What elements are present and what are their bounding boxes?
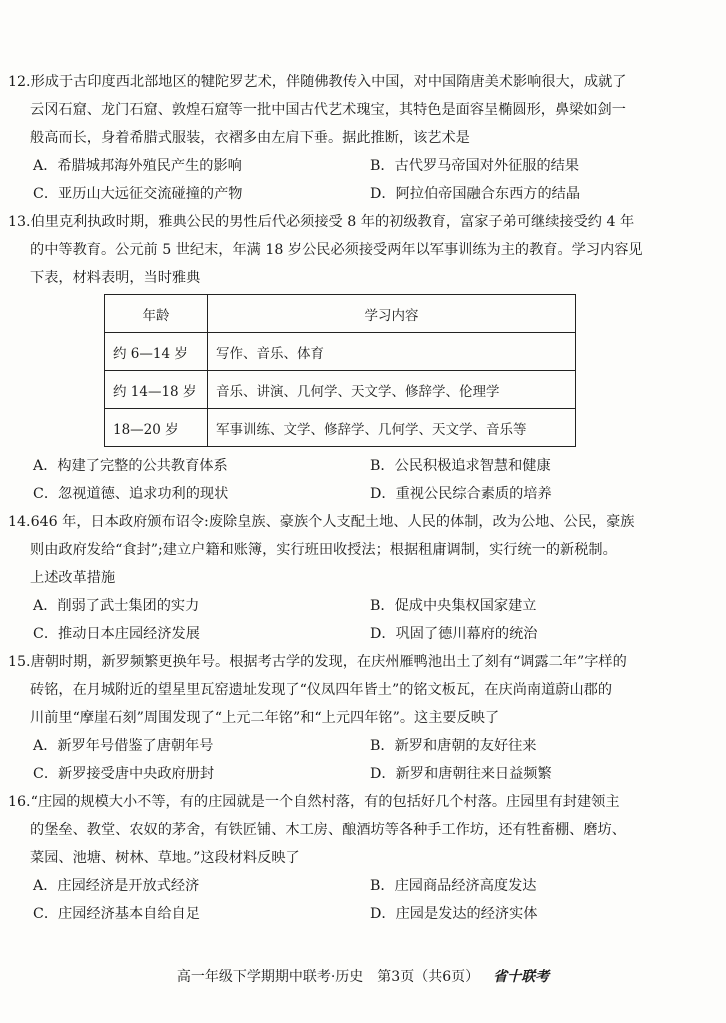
option-d[interactable]: D．巩固了德川幕府的统治 [370,626,538,642]
table-header-age: 年龄 [105,295,208,333]
question-stem-line: 则由政府发给“食封”;建立户籍和账簿，实行班田收授法；根据租庸调制，实行统一的新税制。 [30,542,617,558]
question-number: 12. [8,74,31,90]
option-d[interactable]: D．阿拉伯帝国融合东西方的结晶 [370,186,581,202]
footer-text: 高一年级下学期期中联考·历史 第3页（共6页） [176,969,480,985]
question-stem-line: 砖铭，在月城附近的望星里瓦窑遗址发现了“仪凤四年皆土”的铭文板瓦，在庆尚南道蔚山郡的 [30,682,613,698]
option-c[interactable]: C．忽视道德、追求功利的现状 [33,486,229,502]
option-b[interactable]: B．促成中央集权国家建立 [370,598,537,614]
question-stem-line: 般高而长，身着希腊式服装，衣褶多由左肩下垂。据此推断，该艺术是 [30,130,470,146]
option-d[interactable]: D．庄园是发达的经济实体 [370,906,538,922]
option-a[interactable]: A．构建了完整的公共教育体系 [33,458,228,474]
table-header-row [105,295,576,333]
table-cell: 音乐、讲演、几何学、天文学、修辞学、伦理学 [208,371,576,409]
option-b[interactable]: B．古代罗马帝国对外征服的结果 [370,158,580,174]
option-c[interactable]: C．推动日本庄园经济发展 [33,626,200,642]
table-cell: 写作、音乐、体育 [208,333,576,371]
question-16 [8,788,708,928]
page-footer [0,966,726,986]
question-number: 16. [8,794,31,810]
question-stem: 13.伯里克利执政时期，雅典公民的男性后代必须接受 8 年的初级教育，富家子弟可继续接受约 4 年 [8,214,635,230]
question-stem: 15.唐朝时期，新罗频繁更换年号。根据考古学的发现，在庆州雁鸭池出土了刻有“调露二年”字样的 [8,654,627,670]
option-a[interactable]: A．新罗年号借鉴了唐朝年号 [33,738,214,754]
option-c[interactable]: C．亚历山大远征交流碰撞的产物 [33,186,243,202]
question-stem-line: 上述改革措施 [30,570,116,586]
question-14 [8,508,708,648]
option-d[interactable]: D．重视公民综合素质的培养 [370,486,552,502]
option-b[interactable]: B．庄园商品经济高度发达 [370,878,537,894]
table-row [105,409,576,447]
table-cell: 18—20 岁 [105,409,208,447]
table-header-content: 学习内容 [208,295,576,333]
table-cell: 约 14—18 岁 [105,371,208,409]
option-a[interactable]: A．希腊城邦海外殖民产生的影响 [33,158,242,174]
table-cell: 约 6—14 岁 [105,333,208,371]
question-stem-line: 云冈石窟、龙门石窟、敦煌石窟等一批中国古代艺术瑰宝，其特色是面容呈椭圆形，鼻梁如剑一 [30,102,626,118]
question-stem: 14.646 年，日本政府颁布诏令:废除皇族、豪族个人支配土地、人民的体制，改为公地、公民，豪族 [8,514,635,530]
question-13 [8,208,708,292]
question-number: 15. [8,654,31,670]
question-number: 14. [8,514,31,530]
question-number: 13. [8,214,31,230]
education-table [104,294,576,447]
option-a[interactable]: A．削弱了武士集团的实力 [33,598,200,614]
option-c[interactable]: C．庄园经济基本自给自足 [33,906,200,922]
question-stem-line: 的堡垒、教堂、农奴的茅舍，有铁匠铺、木工房、酿酒坊等各种手工作坊，还有牲畜棚、磨坊、 [30,822,626,838]
question-stem-line: 的中等教育。公元前 5 世纪末，年满 18 岁公民必须接受两年以军事训练为主的教育。学习内容见 [30,242,643,258]
table-row [105,371,576,409]
question-stem-line: 川前里“摩崖石刻”周围发现了“上元二年铭”和“上元四年铭”。这主要反映了 [30,710,500,726]
question-stem-line: 菜园、池塘、树林、草地。”这段材料反映了 [30,850,300,866]
question-stem: 12.形成于古印度西北部地区的犍陀罗艺术，伴随佛教传入中国，对中国隋唐美术影响很大，成就了 [8,74,627,90]
option-a[interactable]: A．庄园经济是开放式经济 [33,878,200,894]
question-stem-line: 下表，材料表明，当时雅典 [30,270,201,286]
question-12 [8,68,708,208]
option-b[interactable]: B．新罗和唐朝的友好往来 [370,738,537,754]
table-cell: 军事训练、文学、修辞学、几何学、天文学、音乐等 [208,409,576,447]
question-stem: 16.“庄园的规模大小不等，有的庄园就是一个自然村落，有的包括好几个村落。庄园里有封建领主 [8,794,620,810]
exam-stamp: 省十联考 [493,969,550,985]
option-b[interactable]: B．公民积极追求智慧和健康 [370,458,551,474]
option-d[interactable]: D．新罗和唐朝往来日益频繁 [370,766,552,782]
option-c[interactable]: C．新罗接受唐中央政府册封 [33,766,215,782]
question-13-options [8,452,708,508]
question-15 [8,648,708,788]
table-row [105,333,576,371]
